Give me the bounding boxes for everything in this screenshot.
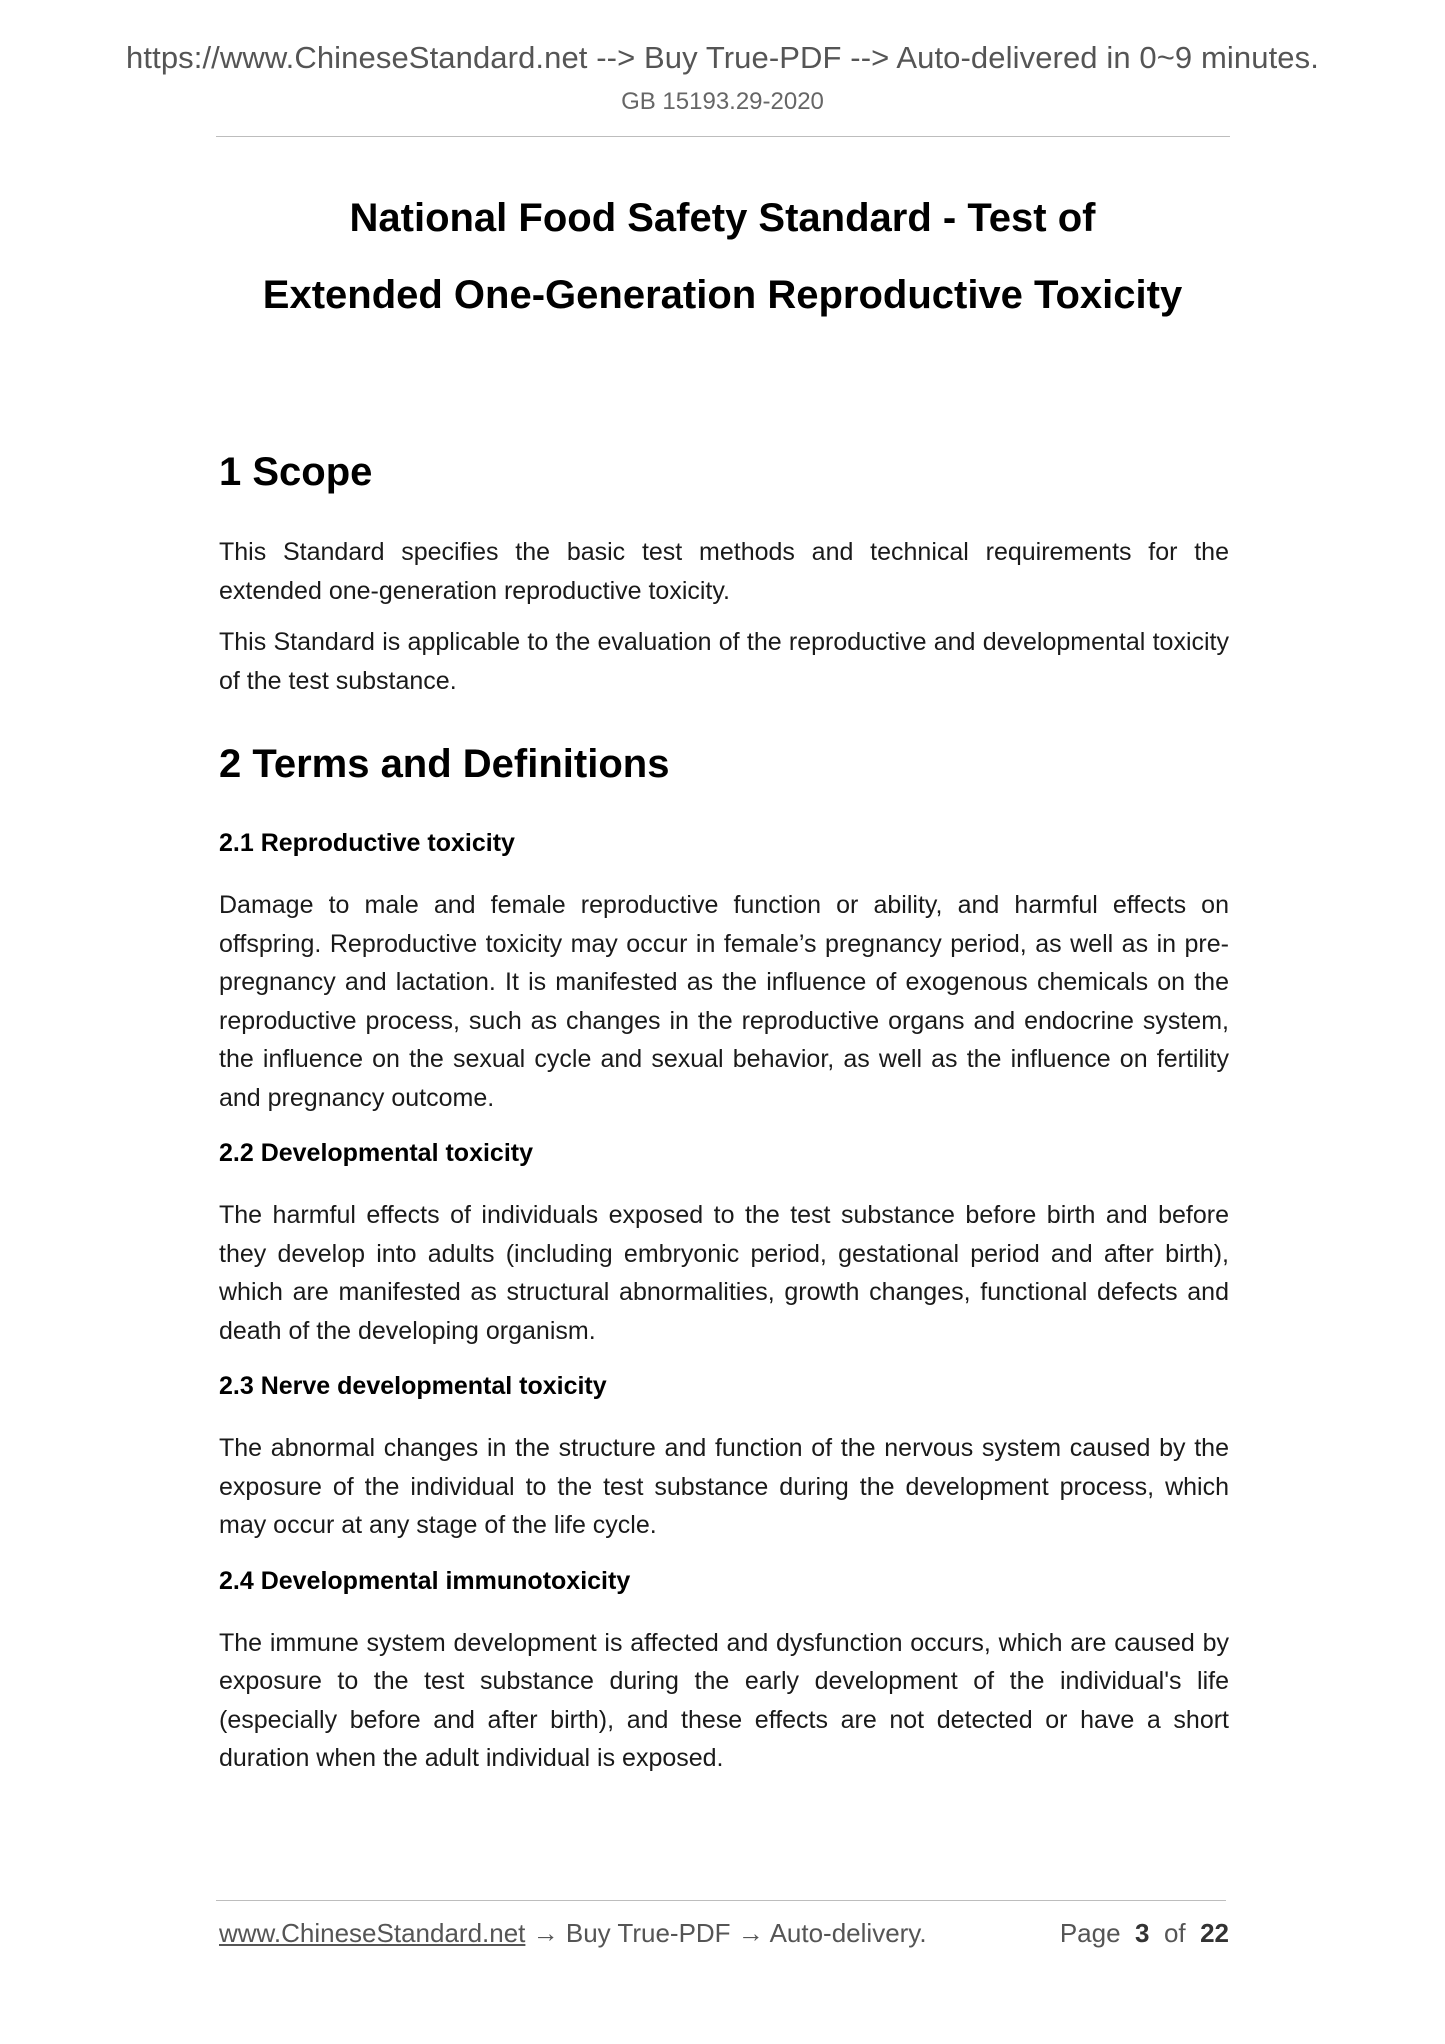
- document-title-line2: Extended One-Generation Reproductive Toxicity: [262, 273, 1183, 317]
- page-total: 22: [1200, 1918, 1229, 1948]
- section-heading-terms: 2 Terms and Definitions: [219, 742, 670, 786]
- subsection-heading: 2.4 Developmental immunotoxicity: [219, 1566, 631, 1595]
- page-footer: [219, 1918, 1229, 1949]
- paragraph: The immune system development is affected and dysfunction occurs, which are caused by exposure to the test substance during the early development of the individual's life (especially before and after birth), and these effects are not detected or have a short duration when the adult individual is exposed.: [219, 1628, 1229, 1772]
- subsection-heading: 2.2 Developmental toxicity: [219, 1139, 534, 1167]
- paragraph: This Standard specifies the basic test methods and technical requirements for the extended one-generation reproductive toxicity.: [219, 538, 1229, 605]
- page-indicator: [1060, 1918, 1229, 1949]
- footer-tagline: → Buy True-PDF → Auto-delivery.: [525, 1918, 927, 1948]
- footer-site-link[interactable]: www.ChineseStandard.net: [219, 1918, 526, 1948]
- top-banner: https://www.ChineseStandard.net --> Buy True-PDF --> Auto-delivered in 0~9 minutes.: [126, 40, 1319, 75]
- paragraph: The harmful effects of individuals exposed to the test substance before birth and before they develop into adults (including embryonic period, gestational period and after birth), which are manifested as structural abnormalities, growth changes, functional defects and death of the developing organism.: [219, 1201, 1229, 1345]
- subsection-heading: 2.1 Reproductive toxicity: [219, 829, 515, 857]
- of-label: of: [1163, 1918, 1186, 1948]
- paragraph: This Standard is applicable to the evaluation of the reproductive and developmental toxicity of the test substance.: [219, 628, 1229, 695]
- document-title-line1: National Food Safety Standard - Test of: [349, 196, 1096, 240]
- page-current: 3: [1135, 1918, 1150, 1948]
- section-heading-scope: 1 Scope: [219, 450, 373, 494]
- footer-divider: [216, 1900, 1226, 1901]
- header-divider: [216, 136, 1230, 137]
- subsection-heading: 2.3 Nerve developmental toxicity: [219, 1372, 607, 1400]
- page-label: Page: [1059, 1918, 1121, 1948]
- paragraph: The abnormal changes in the structure and function of the nervous system caused by the exposure of the individual to the test substance during the development process, which may occur at any stage of the life cycle.: [219, 1434, 1229, 1539]
- standard-code: GB 15193.29-2020: [621, 88, 824, 115]
- paragraph: Damage to male and female reproductive function or ability, and harmful effects on offspring. Reproductive toxicity may occur in female’s pregnancy period, as well as in pre-pregnancy and lactation. It is manifested as the influence of exogenous chemicals on the reproductive process, such as changes in the reproductive organs and endocrine system, the influence on the sexual cycle and sexual behavior, as well as the influence on fertility and pregnancy outcome.: [219, 891, 1229, 1112]
- document-body: [219, 450, 1229, 1778]
